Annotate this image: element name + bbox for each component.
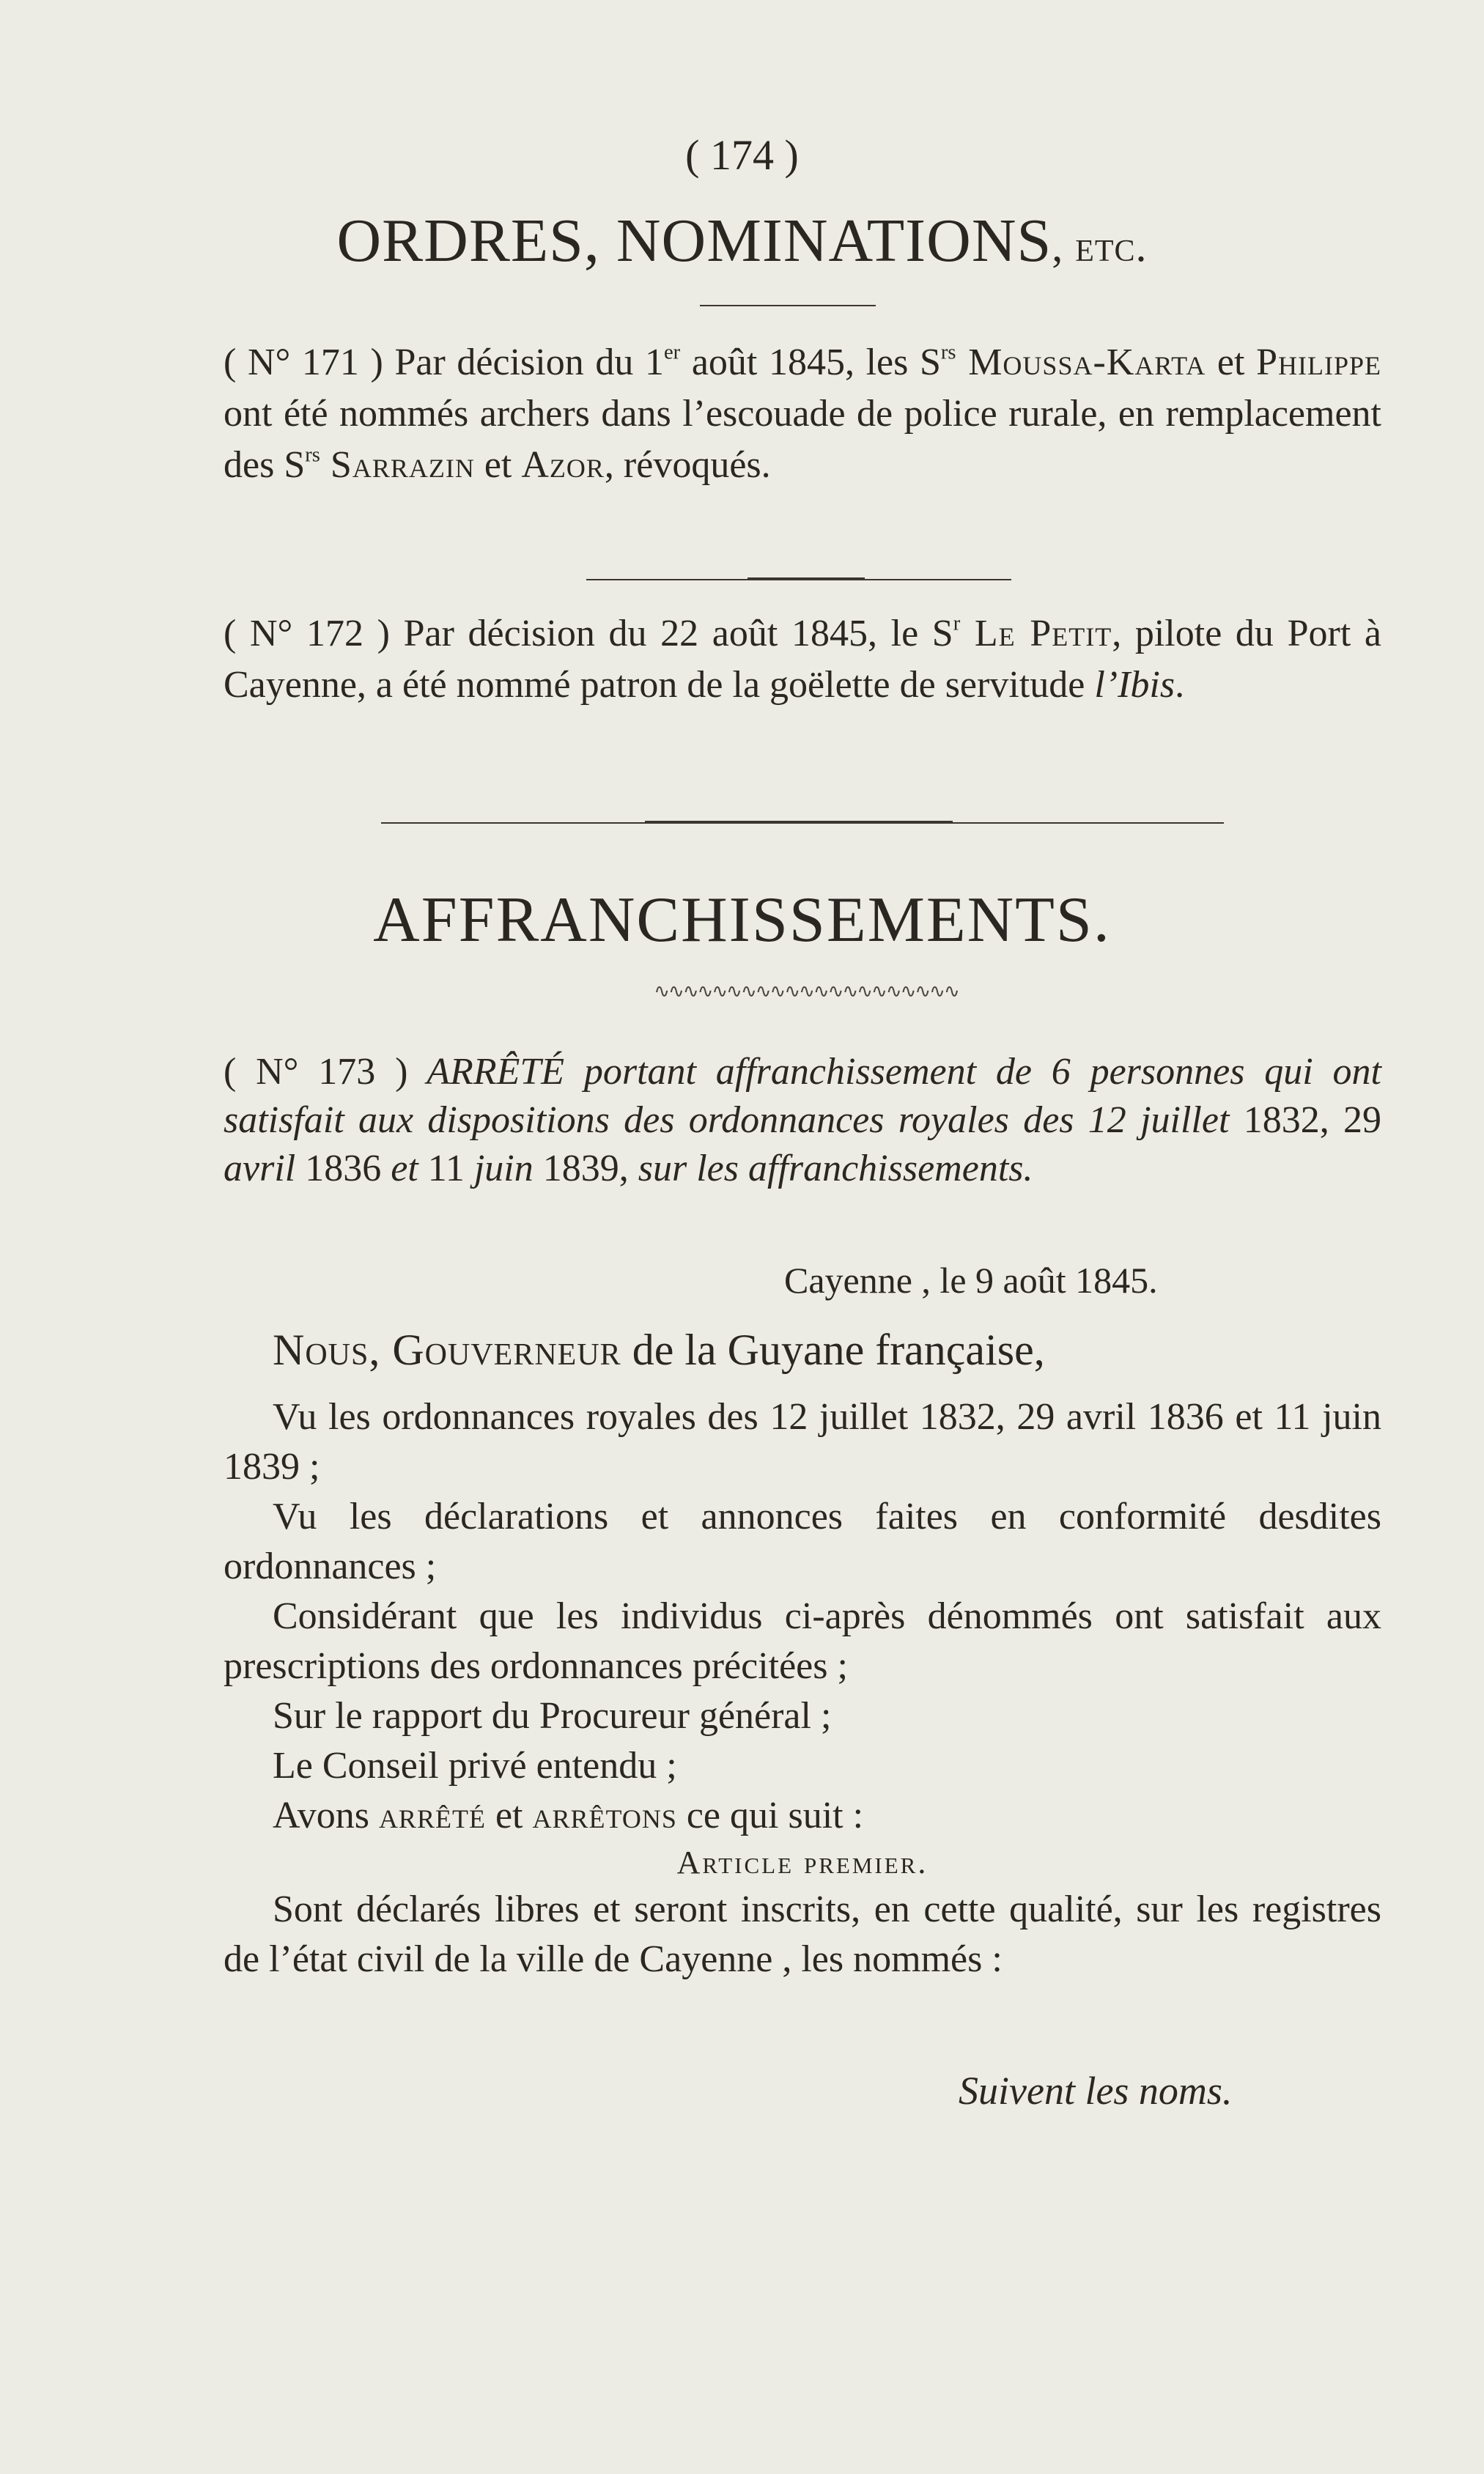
decree-title: 11: [418, 1148, 474, 1189]
entry-text: ont été nommés archers dans l’escouade de police rurale, en remplacement des S: [224, 393, 1381, 486]
entry-text: et: [474, 444, 522, 486]
entry-173-title: [224, 1048, 1381, 1193]
entry-text: , pilote du Port à Cayenne, a été nommé patron de la goëlette de servitude: [224, 613, 1381, 706]
decree-title: 1836: [295, 1148, 391, 1189]
decree-title: juin: [473, 1148, 534, 1189]
text: et: [485, 1795, 533, 1836]
entry-text: .: [1175, 664, 1185, 706]
entry-172: [224, 608, 1381, 711]
governor-heading: [273, 1325, 1045, 1376]
entry-171: [224, 337, 1381, 491]
decree-title: 1839,: [533, 1148, 638, 1189]
decree-title: juillet: [1140, 1099, 1230, 1141]
decree-title: et: [391, 1148, 418, 1189]
section-separator-center: [645, 821, 953, 824]
decree-title: ARRÊTÉ portant affranchissement de 6 personnes qui ont satisfait aux dispositions des ordonnances royales des 12: [224, 1051, 1381, 1141]
page-number: ( 174 ): [685, 131, 799, 179]
section-title-etc: , etc.: [1052, 222, 1148, 270]
text: ce qui suit :: [676, 1795, 864, 1836]
person-name: Philippe: [1256, 341, 1381, 383]
superscript: er: [663, 341, 681, 364]
person-name: Azor: [521, 444, 605, 486]
paragraph-avons: [224, 1791, 1381, 1841]
entry-text: Par décision du 22 août 1845, le S: [389, 613, 953, 654]
paragraph-conseil: Le Conseil privé entendu ;: [273, 1745, 677, 1787]
paragraph-rapport: Sur le rapport du Procureur général ;: [273, 1695, 832, 1737]
paragraph-vu-declarations: Vu les déclarations et annonces faites en conformité desdites ordonnances ;: [224, 1496, 1381, 1587]
superscript: rs: [940, 341, 956, 364]
person-name: Sarrazin: [320, 444, 475, 486]
decree-body: [224, 1392, 1381, 1984]
decree-title: avril: [224, 1148, 296, 1189]
person-name: Moussa-Karta: [956, 341, 1206, 383]
closing-line: Suivent les noms.: [959, 2069, 1233, 2113]
entry-separator-center: [747, 577, 865, 580]
entry-text: , révoqués.: [604, 444, 771, 486]
entry-number: ( N° 171 ): [224, 341, 383, 383]
entry-number: ( N° 173 ): [224, 1051, 408, 1093]
decree-title: 1832, 29: [1229, 1099, 1381, 1141]
section-title-main: ORDRES, NOMINATIONS: [336, 207, 1052, 275]
decree-title: sur les affranchissements.: [638, 1148, 1033, 1189]
title-rule: [700, 305, 876, 306]
superscript: rs: [305, 443, 320, 467]
paragraph-considerant: Considérant que les individus ci-après dénommés ont satisfait aux prescriptions des ordonnances précitées ;: [224, 1595, 1381, 1687]
entry-text: août 1845, les S: [680, 341, 941, 383]
ship-name: l’Ibis: [1094, 664, 1175, 706]
entry-text: Par décision du 1: [383, 341, 664, 383]
governor-title-rest: de la Guyane française,: [621, 1326, 1045, 1374]
ornament-rule: ∿∿∿∿∿∿∿∿∿∿∿∿∿∿∿∿∿∿∿∿∿: [654, 981, 959, 1002]
text: Avons: [273, 1795, 379, 1836]
governor-title: Nous, Gouverneur: [273, 1326, 621, 1374]
superscript: r: [953, 612, 961, 635]
person-name: Le Petit: [960, 613, 1112, 654]
entry-text: et: [1206, 341, 1257, 383]
paragraph-sont-declares: Sont déclarés libres et seront inscrits, en cette qualité, sur les registres de l’état civil de la ville de Cayenne , les nommés :: [224, 1888, 1381, 1980]
text-small-caps: arrêtons: [532, 1795, 677, 1836]
section-title-affranchissements: AFFRANCHISSEMENTS.: [373, 885, 1111, 956]
section-title-ordres: [0, 205, 1484, 276]
article-heading: Article premier.: [676, 1845, 929, 1880]
place-date: Cayenne , le 9 août 1845.: [784, 1260, 1158, 1301]
paragraph-vu-ordonnances: Vu les ordonnances royales des 12 juillet 1832, 29 avril 1836 et 11 juin 1839 ;: [224, 1396, 1381, 1488]
text-small-caps: arrêté: [378, 1795, 486, 1836]
entry-number: ( N° 172 ): [224, 613, 390, 654]
